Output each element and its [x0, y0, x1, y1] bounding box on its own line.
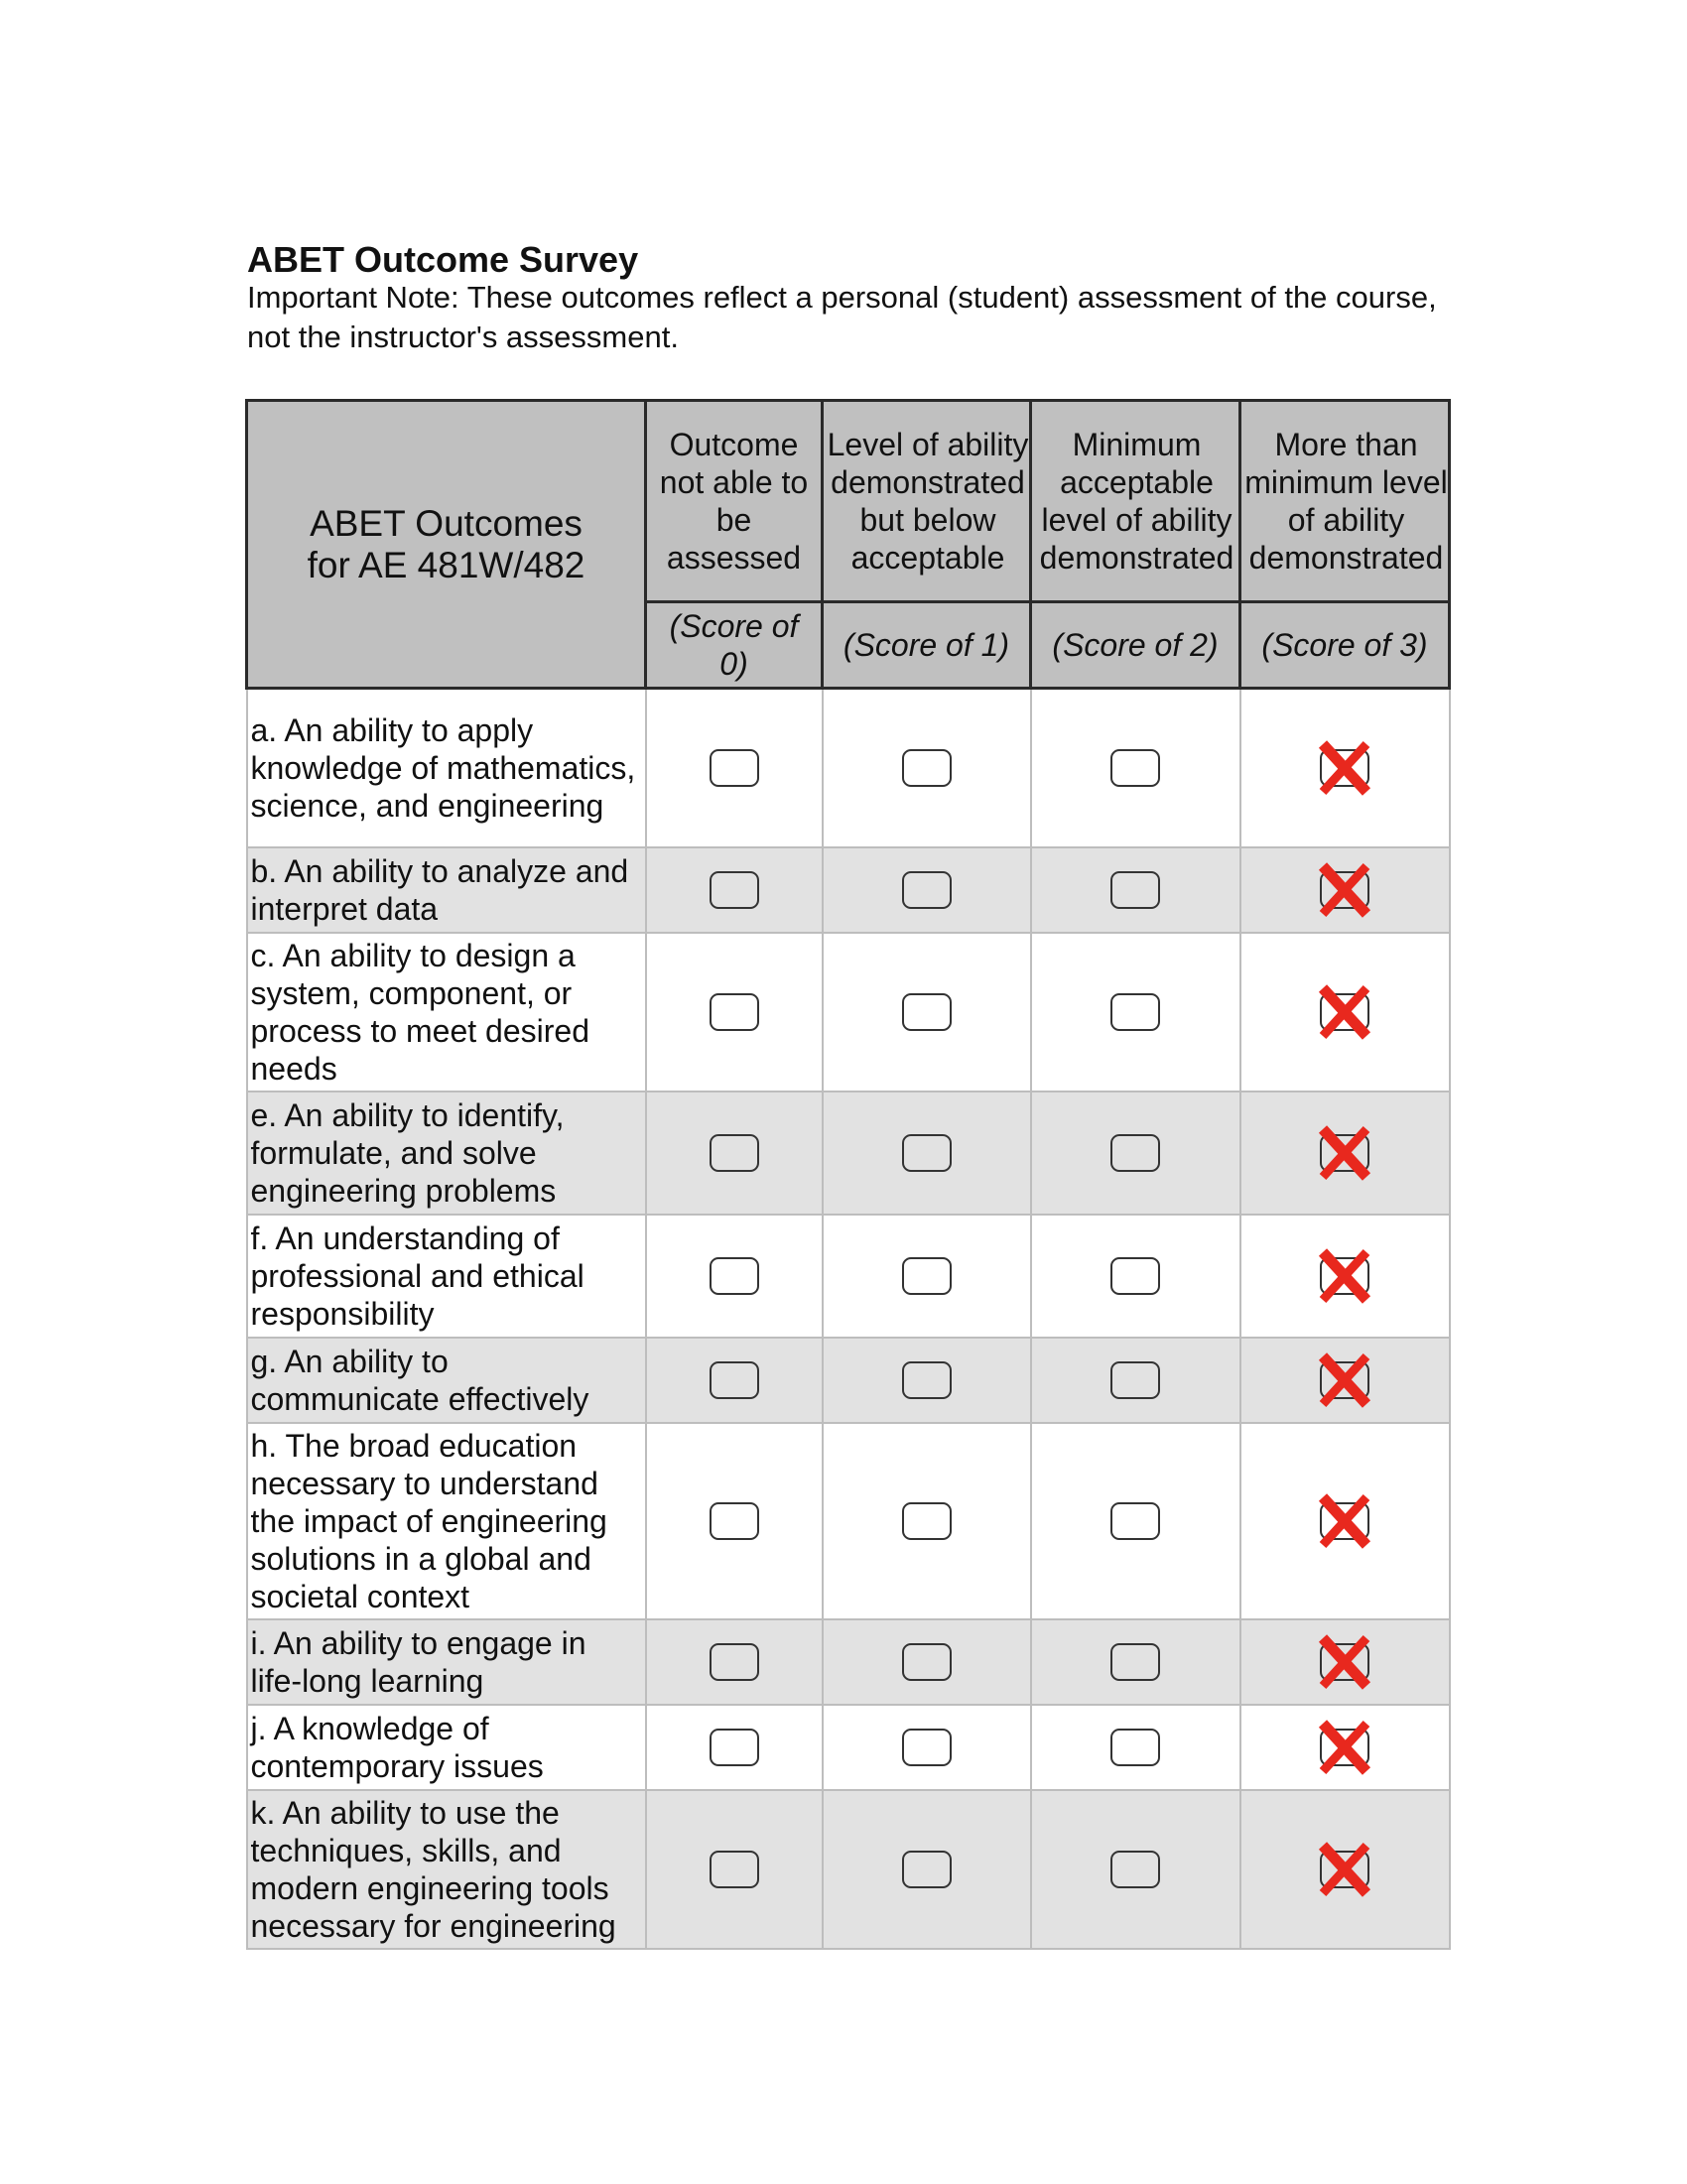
score-cell-1	[823, 1215, 1031, 1338]
header-score-1-value: (Score of 1)	[823, 602, 1031, 689]
selected-checkbox[interactable]	[1317, 1493, 1372, 1549]
header-score-3-value: (Score of 3)	[1240, 602, 1450, 689]
outcome-label: h. The broad education necessary to understand the impact of engineering solutions in a global and societal context	[247, 1423, 646, 1619]
table-row	[247, 1338, 1450, 1423]
checkbox-icon[interactable]	[710, 871, 759, 909]
score-cell-1	[823, 689, 1031, 847]
table-row	[247, 689, 1450, 847]
header-score-2-value: (Score of 2)	[1031, 602, 1240, 689]
score-cell-2	[1031, 1705, 1240, 1790]
checkbox-icon[interactable]	[710, 1851, 759, 1888]
checkbox-icon[interactable]	[710, 1729, 759, 1766]
checkbox-icon[interactable]	[902, 749, 952, 787]
score-cell-3	[1240, 1790, 1450, 1949]
x-mark-icon	[1313, 1121, 1376, 1185]
x-mark-icon	[1313, 1244, 1376, 1308]
score-cell-0	[646, 689, 823, 847]
score-cell-1	[823, 1423, 1031, 1619]
score-cell-3	[1240, 847, 1450, 933]
header-score-0-label: Outcome not able to be assessed	[646, 401, 823, 602]
score-cell-2	[1031, 1619, 1240, 1705]
table-row	[247, 1705, 1450, 1790]
score-cell-2	[1031, 1338, 1240, 1423]
checkbox-icon[interactable]	[902, 1729, 952, 1766]
checkbox-icon[interactable]	[1110, 993, 1160, 1031]
selected-checkbox[interactable]	[1317, 1720, 1372, 1775]
outcome-label: b. An ability to analyze and interpret data	[247, 847, 646, 933]
table-body	[247, 689, 1450, 1949]
outcome-label: g. An ability to communicate effectively	[247, 1338, 646, 1423]
x-mark-icon	[1313, 1630, 1376, 1694]
checkbox-icon[interactable]	[1110, 871, 1160, 909]
header-score-0-value: (Score of 0)	[646, 602, 823, 689]
outcome-label: k. An ability to use the techniques, skills, and modern engineering tools necessary for engineering	[247, 1790, 646, 1949]
table-row	[247, 1092, 1450, 1215]
checkbox-icon[interactable]	[902, 1851, 952, 1888]
checkbox-icon[interactable]	[1110, 1851, 1160, 1888]
checkbox-icon[interactable]	[710, 1643, 759, 1681]
checkbox-icon[interactable]	[710, 1134, 759, 1172]
checkbox-icon[interactable]	[1110, 749, 1160, 787]
checkbox-icon[interactable]	[902, 871, 952, 909]
outcome-label: i. An ability to engage in life-long learning	[247, 1619, 646, 1705]
selected-checkbox[interactable]	[1317, 1352, 1372, 1408]
x-mark-icon	[1313, 736, 1376, 800]
selected-checkbox[interactable]	[1317, 1125, 1372, 1181]
score-cell-2	[1031, 689, 1240, 847]
score-cell-0	[646, 1790, 823, 1949]
checkbox-icon[interactable]	[902, 1643, 952, 1681]
checkbox-icon[interactable]	[902, 993, 952, 1031]
header-score-2-label: Minimum acceptable level of ability demonstrated	[1031, 401, 1240, 602]
selected-checkbox[interactable]	[1317, 862, 1372, 918]
table-row	[247, 1619, 1450, 1705]
checkbox-icon[interactable]	[710, 1502, 759, 1540]
table-header	[247, 401, 1450, 689]
score-cell-0	[646, 1338, 823, 1423]
selected-checkbox[interactable]	[1317, 740, 1372, 796]
outcome-label: j. A knowledge of contemporary issues	[247, 1705, 646, 1790]
x-mark-icon	[1313, 980, 1376, 1044]
outcome-survey-table	[245, 399, 1451, 1950]
score-cell-0	[646, 1092, 823, 1215]
checkbox-icon[interactable]	[710, 1257, 759, 1295]
score-cell-3	[1240, 1092, 1450, 1215]
score-cell-0	[646, 933, 823, 1092]
x-mark-icon	[1313, 858, 1376, 922]
x-mark-icon	[1313, 1489, 1376, 1553]
header-score-1-label: Level of ability demonstrated but below acceptable	[823, 401, 1031, 602]
score-cell-0	[646, 1705, 823, 1790]
score-cell-3	[1240, 1423, 1450, 1619]
checkbox-icon[interactable]	[1110, 1361, 1160, 1399]
table-row	[247, 933, 1450, 1092]
selected-checkbox[interactable]	[1317, 984, 1372, 1040]
checkbox-icon[interactable]	[1110, 1134, 1160, 1172]
header-outcomes-label: ABET Outcomes for AE 481W/482	[307, 502, 585, 585]
score-cell-0	[646, 1423, 823, 1619]
table-row	[247, 1215, 1450, 1338]
selected-checkbox[interactable]	[1317, 1248, 1372, 1304]
score-cell-3	[1240, 1619, 1450, 1705]
checkbox-icon[interactable]	[1110, 1729, 1160, 1766]
score-cell-1	[823, 1619, 1031, 1705]
score-cell-3	[1240, 689, 1450, 847]
checkbox-icon[interactable]	[710, 1361, 759, 1399]
important-note: Important Note: These outcomes reflect a personal (student) assessment of the course, not the instructor's assessment.	[247, 280, 1437, 354]
checkbox-icon[interactable]	[710, 993, 759, 1031]
score-cell-1	[823, 933, 1031, 1092]
score-cell-2	[1031, 1423, 1240, 1619]
outcome-label: a. An ability to apply knowledge of mathematics, science, and engineering	[247, 689, 646, 847]
checkbox-icon[interactable]	[1110, 1502, 1160, 1540]
outcome-label: c. An ability to design a system, component, or process to meet desired needs	[247, 933, 646, 1092]
header-outcomes	[247, 401, 646, 689]
score-cell-1	[823, 1092, 1031, 1215]
x-mark-icon	[1313, 1349, 1376, 1412]
header-score-3-label: More than minimum level of ability demonstrated	[1240, 401, 1450, 602]
checkbox-icon[interactable]	[1110, 1643, 1160, 1681]
score-cell-2	[1031, 1790, 1240, 1949]
checkbox-icon[interactable]	[902, 1257, 952, 1295]
score-cell-2	[1031, 1215, 1240, 1338]
checkbox-icon[interactable]	[902, 1134, 952, 1172]
score-cell-1	[823, 847, 1031, 933]
outcome-label: f. An understanding of professional and ethical responsibility	[247, 1215, 646, 1338]
checkbox-icon[interactable]	[902, 1361, 952, 1399]
table-row	[247, 1790, 1450, 1949]
score-cell-3	[1240, 1705, 1450, 1790]
score-cell-1	[823, 1338, 1031, 1423]
score-cell-0	[646, 847, 823, 933]
checkbox-icon[interactable]	[902, 1502, 952, 1540]
score-cell-3	[1240, 1338, 1450, 1423]
score-cell-3	[1240, 1215, 1450, 1338]
selected-checkbox[interactable]	[1317, 1842, 1372, 1897]
score-cell-1	[823, 1790, 1031, 1949]
x-mark-icon	[1313, 1716, 1376, 1779]
checkbox-icon[interactable]	[710, 749, 759, 787]
score-cell-0	[646, 1619, 823, 1705]
score-cell-2	[1031, 847, 1240, 933]
page-title: ABET Outcome Survey	[247, 239, 639, 280]
table-row	[247, 847, 1450, 933]
selected-checkbox[interactable]	[1317, 1634, 1372, 1690]
score-cell-2	[1031, 1092, 1240, 1215]
score-cell-0	[646, 1215, 823, 1338]
table-row	[247, 1423, 1450, 1619]
score-cell-3	[1240, 933, 1450, 1092]
outcome-label: e. An ability to identify, formulate, and solve engineering problems	[247, 1092, 646, 1215]
x-mark-icon	[1313, 1838, 1376, 1901]
checkbox-icon[interactable]	[1110, 1257, 1160, 1295]
score-cell-1	[823, 1705, 1031, 1790]
score-cell-2	[1031, 933, 1240, 1092]
